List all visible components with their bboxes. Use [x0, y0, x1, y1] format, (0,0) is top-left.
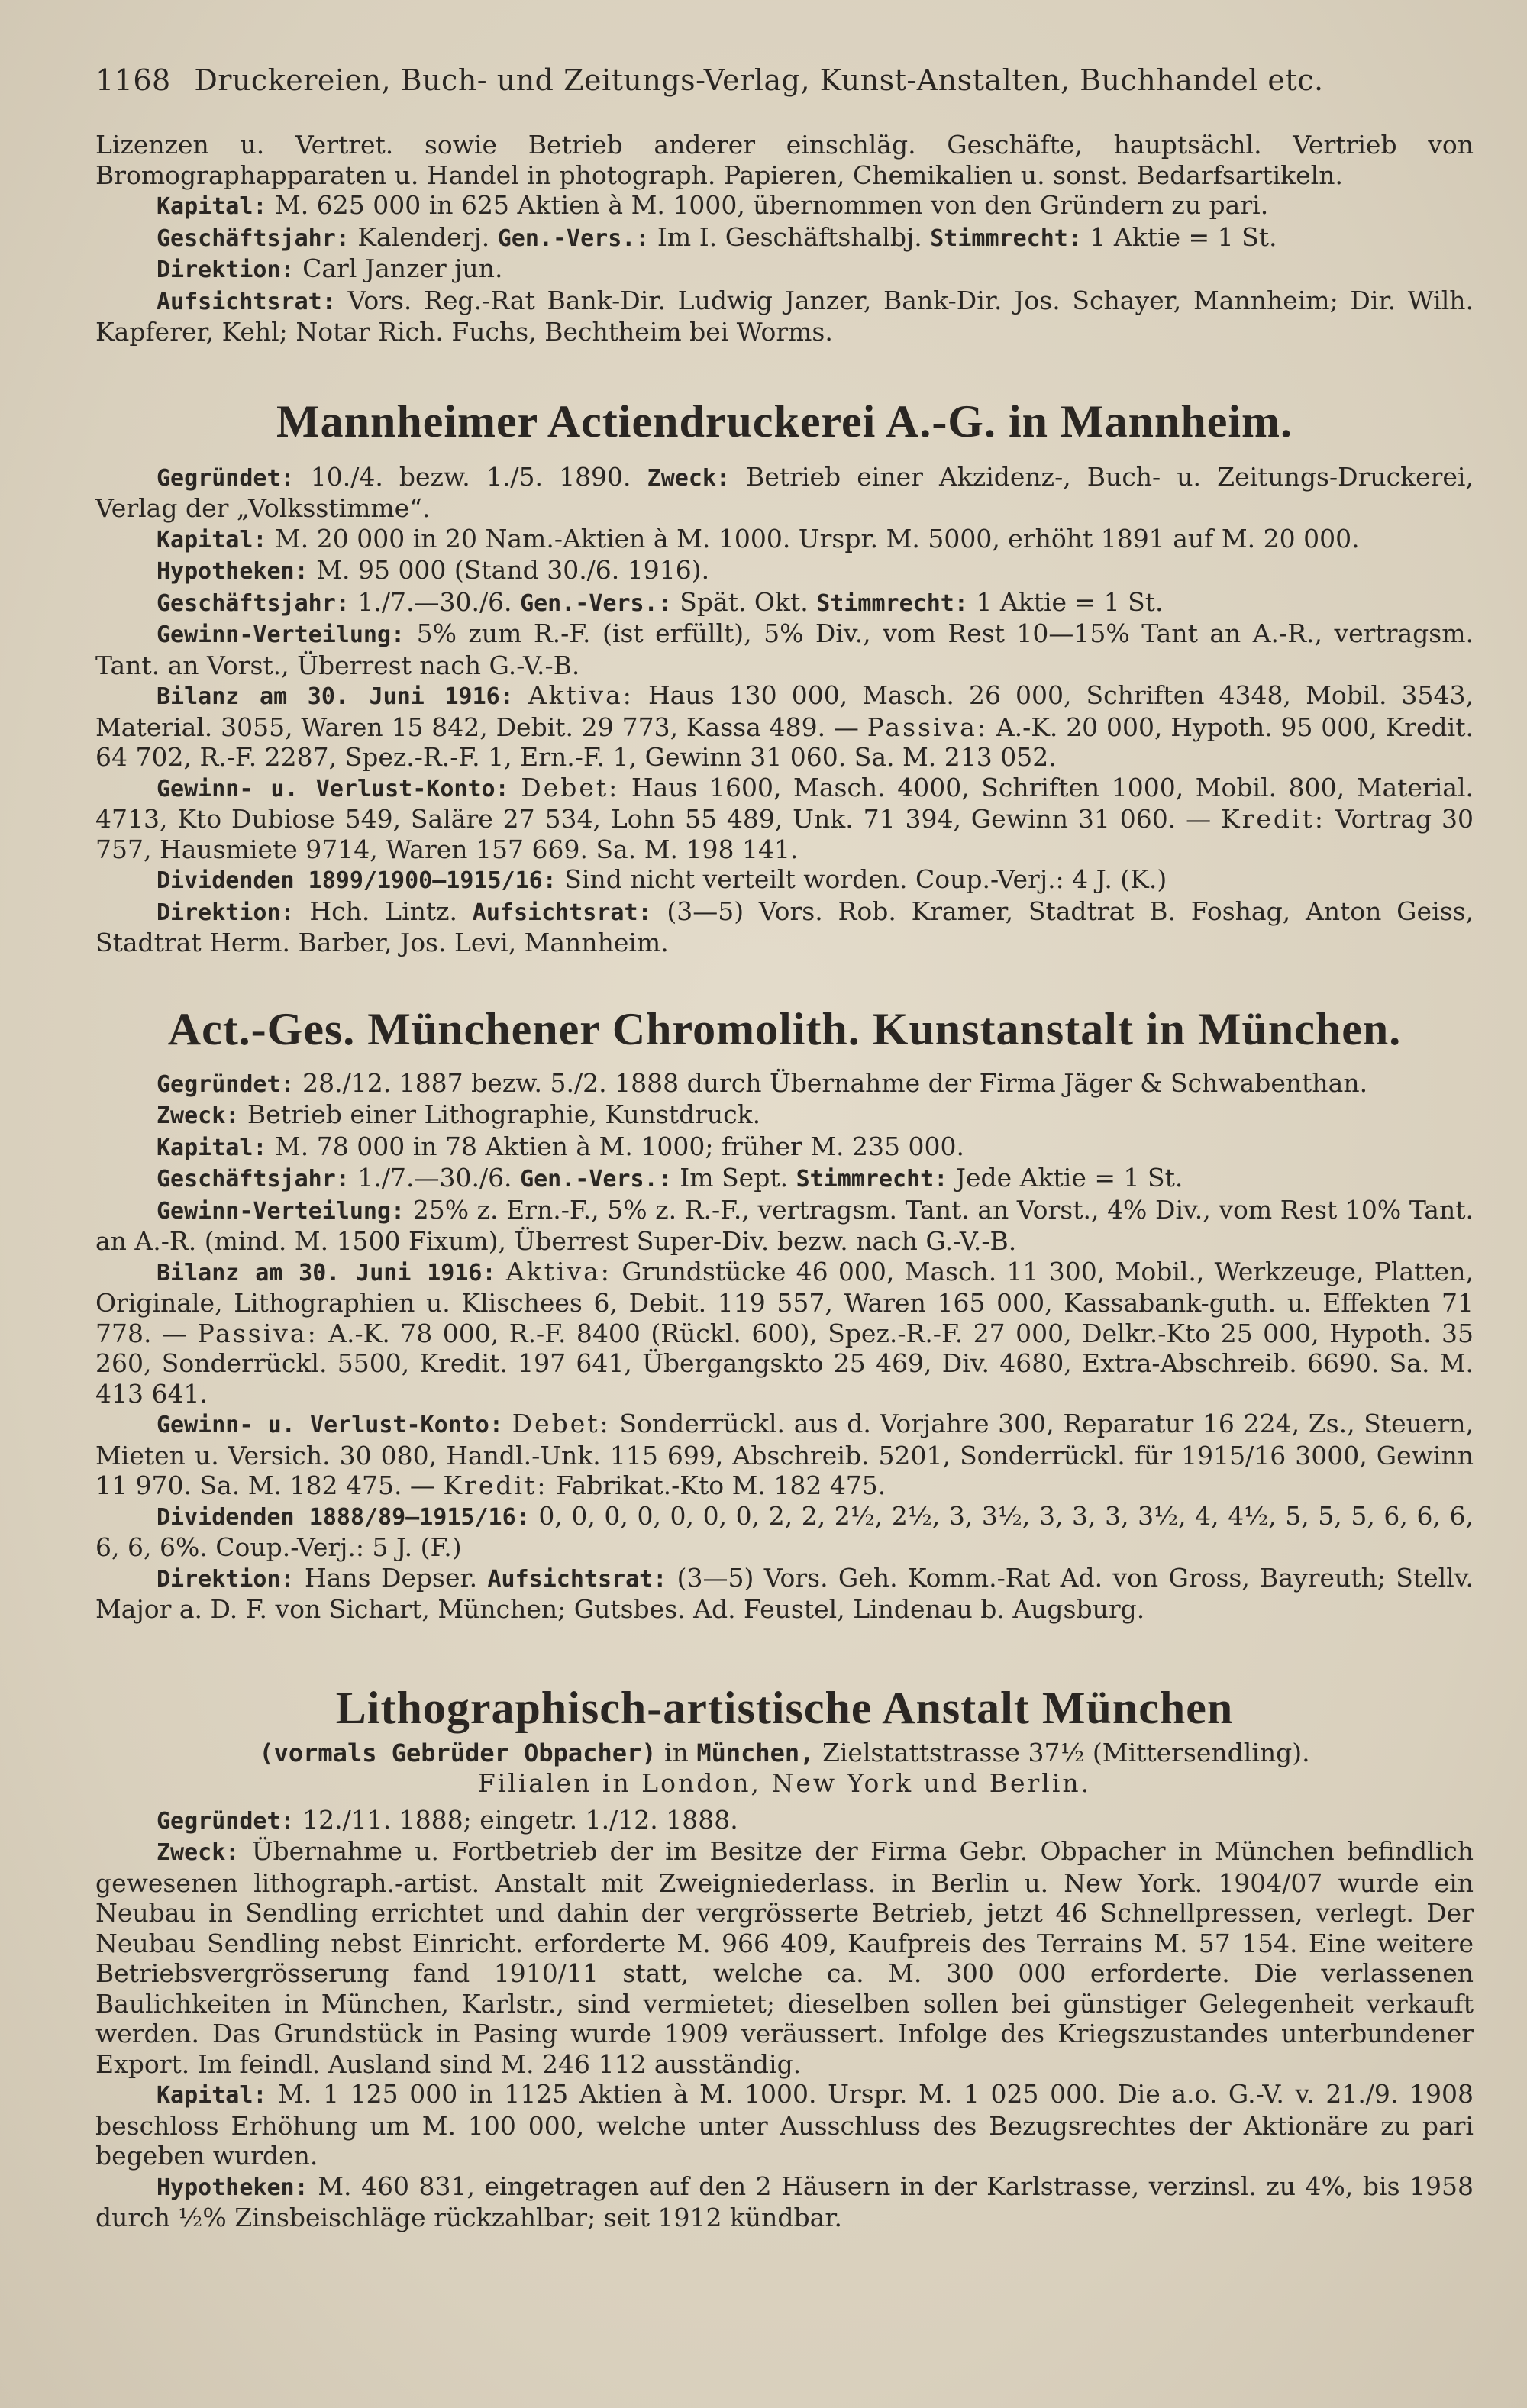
s2-gewinn-verteilung: Gewinn-Verteilung: 25% z. Ern.-F., 5% z. R.-F., vertragsm. Tant. an Vorst., 4% Div., vom Rest 10% Tant. an A.-R. (mind. M. 1500 Fixum), Überrest Super-Div. bezw. nach G.-V.-B.: [95, 1194, 1474, 1256]
intro-kapital: Kapital: M. 625 000 in 625 Aktien à M. 1000, übernommen von den Gründern zu pari.: [157, 190, 1269, 220]
s2-gegruendet: Gegründet: 28./12. 1887 bezw. 5./2. 1888 durch Übernahme der Firma Jäger & Schwabenthan.: [157, 1067, 1368, 1098]
running-title: Druckereien, Buch- und Zeitungs-Verlag, Kunst-Anstalten, Buchhandel etc.: [194, 63, 1324, 97]
s1-geschaeftsjahr: Geschäftsjahr: 1./7.—30./6. Gen.-Vers.: Spät. Okt. Stimmrecht: 1 Aktie = 1 St.: [157, 586, 1164, 617]
s3-kapital: Kapital: M. 1 125 000 in 1125 Aktien à M. 1000. Urspr. M. 1 025 000. Die a.o. G.-V. v. 21./9. 1908 beschloss Erhöhung um M. 100 000, welche unter Ausschluss des Bezugsrechtes der Aktionäre zu pari begeben wurden.: [95, 2079, 1474, 2171]
s1-gegruendet: Gegründet: 10./4. bezw. 1./5. 1890. Zweck: Betrieb einer Akzidenz-, Buch- u. Zeitungs-Druckerei, Verlag der „Volksstimme“.: [95, 461, 1474, 523]
s2-gewinn-verlust: Gewinn- u. Verlust-Konto: Debet: Sonderrückl. aus d. Vorjahre 300, Reparatur 16 224, Zs., Steuern, Mieten u. Versich. 30 080, Handl.-Unk. 115 699, Abschreib. 5201, Sonderrückl. für 1915/16 3000, Gewinn 11 970. Sa. M. 182 475. — Kredit: Fabrikat.-Kto M. 182 475.: [95, 1409, 1474, 1500]
s1-kapital: Kapital: M. 20 000 in 20 Nam.-Aktien à M. 1000. Urspr. M. 5000, erhöht 1891 auf M. 20 000.: [157, 523, 1360, 554]
s1-gewinn-verteilung: Gewinn-Verteilung: 5% zum R.-F. (ist erfüllt), 5% Div., vom Rest 10—15% Tant an A.-R., vertragsm. Tant. an Vorst., Überrest nach G.-V.-B.: [95, 618, 1474, 680]
s2-direktion: Direktion: Hans Depser. Aufsichtsrat: (3—5) Vors. Geh. Komm.-Rat Ad. von Gross, Bayreuth; Stellv. Major a. D. F. von Sichart, München; Gutsbes. Ad. Feustel, Lindenau b. Augsburg.: [95, 1562, 1474, 1624]
s1-bilanz: Bilanz am 30. Juni 1916: Aktiva: Haus 130 000, Masch. 26 000, Schriften 4348, Mobil. 3543, Material. 3055, Waren 15 842, Debit. 29 773, Kassa 489. — Passiva: A.-K. 20 000, Hypoth. 95 000, Kredit. 64 702, R.-F. 2287, Spez.-R.-F. 1, Ern.-F. 1, Gewinn 31 060. Sa. M. 213 052.: [95, 680, 1474, 772]
s3-gegruendet: Gegründet: 12./11. 1888; eingetr. 1./12. 1888.: [157, 1804, 738, 1835]
section-title-lithographisch: Lithographisch-artistische Anstalt München: [335, 1682, 1234, 1733]
s2-geschaeftsjahr: Geschäftsjahr: 1./7.—30./6. Gen.-Vers.: Im Sept. Stimmrecht: Jede Aktie = 1 St.: [157, 1163, 1183, 1193]
s3-zweck: Zweck: Übernahme u. Fortbetrieb der im Besitze der Firma Gebr. Obpacher in München befindlich gewesenen lithograph.-artist. Anstalt mit Zweigniederlass. in Berlin u. New York. 1904/07 wurde ein Neubau in Sendling errichtet und dahin der vergrösserte Betrieb, jetzt 46 Schnellpressen, verlegt. Der Neubau Sendling nebst Einricht. erforderte M. 966 409, Kaufpreis des Terrains M. 57 154. Eine weitere Betriebsvergrösserung fand 1910/11 statt, welche ca. M. 300 000 erforderte. Die verlassenen Baulichkeiten in München, Karlstr., sind vermietet; dieselben sollen bei günstiger Gelegenheit verkauft werden. Das Grundstück in Pasing wurde 1909 veräussert. Infolge des Kriegszustandes unterbundener Export. Im feindl. Ausland sind M. 246 112 ausständig.: [95, 1836, 1474, 2079]
s1-direktion: Direktion: Hch. Lintz. Aufsichtsrat: (3—5) Vors. Rob. Kramer, Stadtrat B. Foshag, Anton Geiss, Stadtrat Herm. Barber, Jos. Levi, Mannheim.: [95, 896, 1474, 957]
s3-filialen: Filialen in London, New York und Berlin.: [477, 1767, 1092, 1798]
intro-direktion: Direktion: Carl Janzer jun.: [157, 253, 503, 283]
section-title-mannheimer: Mannheimer Actiendruckerei A.-G. in Mannheim.: [276, 395, 1293, 447]
s2-bilanz: Bilanz am 30. Juni 1916: Aktiva: Grundstücke 46 000, Masch. 11 300, Mobil., Werkzeuge, Platten, Originale, Lithographien u. Klischees 6, Debit. 119 557, Waren 165 000, Kassabank-guth. u. Effekten 71 778. — Passiva: A.-K. 78 000, R.-F. 8400 (Rückl. 600), Spez.-R.-F. 27 000, Delkr.-Kto 25 000, Hypoth. 35 260, Sonderrückl. 5500, Kredit. 197 641, Übergangskto 25 469, Div. 4680, Extra-Abschreib. 6690. Sa. M. 413 641.: [95, 1256, 1474, 1409]
s1-gewinn-verlust: Gewinn- u. Verlust-Konto: Debet: Haus 1600, Masch. 4000, Schriften 1000, Mobil. 800, Material. 4713, Kto Dubiose 549, Saläre 27 534, Lohn 55 489, Unk. 71 394, Gewinn 31 060. — Kredit: Vortrag 30 757, Hausmiete 9714, Waren 157 669. Sa. M. 198 141.: [95, 772, 1474, 864]
s2-kapital: Kapital: M. 78 000 in 78 Aktien à M. 1000; früher M. 235 000.: [157, 1131, 964, 1161]
s2-dividenden: Dividenden 1888/89—1915/16: 0, 0, 0, 0, 0, 0, 0, 2, 2, 2½, 2½, 3, 3½, 3, 3, 3, 3½, 4, 4½, 5, 5, 5, 6, 6, 6, 6, 6, 6%. Coup.-Verj.: 5 J. (F.): [95, 1500, 1474, 1562]
intro-aufsichtsrat: Aufsichtsrat: Vors. Reg.-Rat Bank-Dir. Ludwig Janzer, Bank-Dir. Jos. Schayer, Mannheim; Dir. Wilh. Kapferer, Kehl; Notar Rich. Fuchs, Bechtheim bei Worms.: [95, 285, 1474, 347]
page-number: 1168: [95, 63, 171, 97]
s2-zweck: Zweck: Betrieb einer Lithographie, Kunstdruck.: [157, 1099, 761, 1129]
s3-hypotheken: Hypotheken: M. 460 831, eingetragen auf den 2 Häusern in der Karlstrasse, verzinsl. zu 4%, bis 1958 durch ½% Zinsbeischläge rückzahlbar; seit 1912 kündbar.: [95, 2171, 1474, 2232]
s3-subtitle: (vormals Gebrüder Obpacher) in München, Zielstattstrasse 37½ (Mittersendling).: [259, 1737, 1310, 1767]
intro-purpose: Lizenzen u. Vertret. sowie Betrieb anderer einschläg. Geschäfte, hauptsächl. Vertrieb von Bromographapparaten u. Handel in photograph. Papieren, Chemikalien u. sonst. Bedarfsartikeln.: [95, 130, 1474, 190]
page-header: [95, 61, 1474, 99]
s1-hypotheken: Hypotheken: M. 95 000 (Stand 30./6. 1916).: [157, 555, 710, 585]
s1-dividenden: Dividenden 1899/1900—1915/16: Sind nicht verteilt worden. Coup.-Verj.: 4 J. (K.): [157, 864, 1167, 894]
intro-geschaeftsjahr: Geschäftsjahr: Kalenderj. Gen.-Vers.: Im I. Geschäftshalbj. Stimmrecht: 1 Aktie = 1 St.: [157, 221, 1277, 252]
section-title-chromolith: Act.-Ges. Münchener Chromolith. Kunstanstalt in München.: [167, 1003, 1402, 1054]
